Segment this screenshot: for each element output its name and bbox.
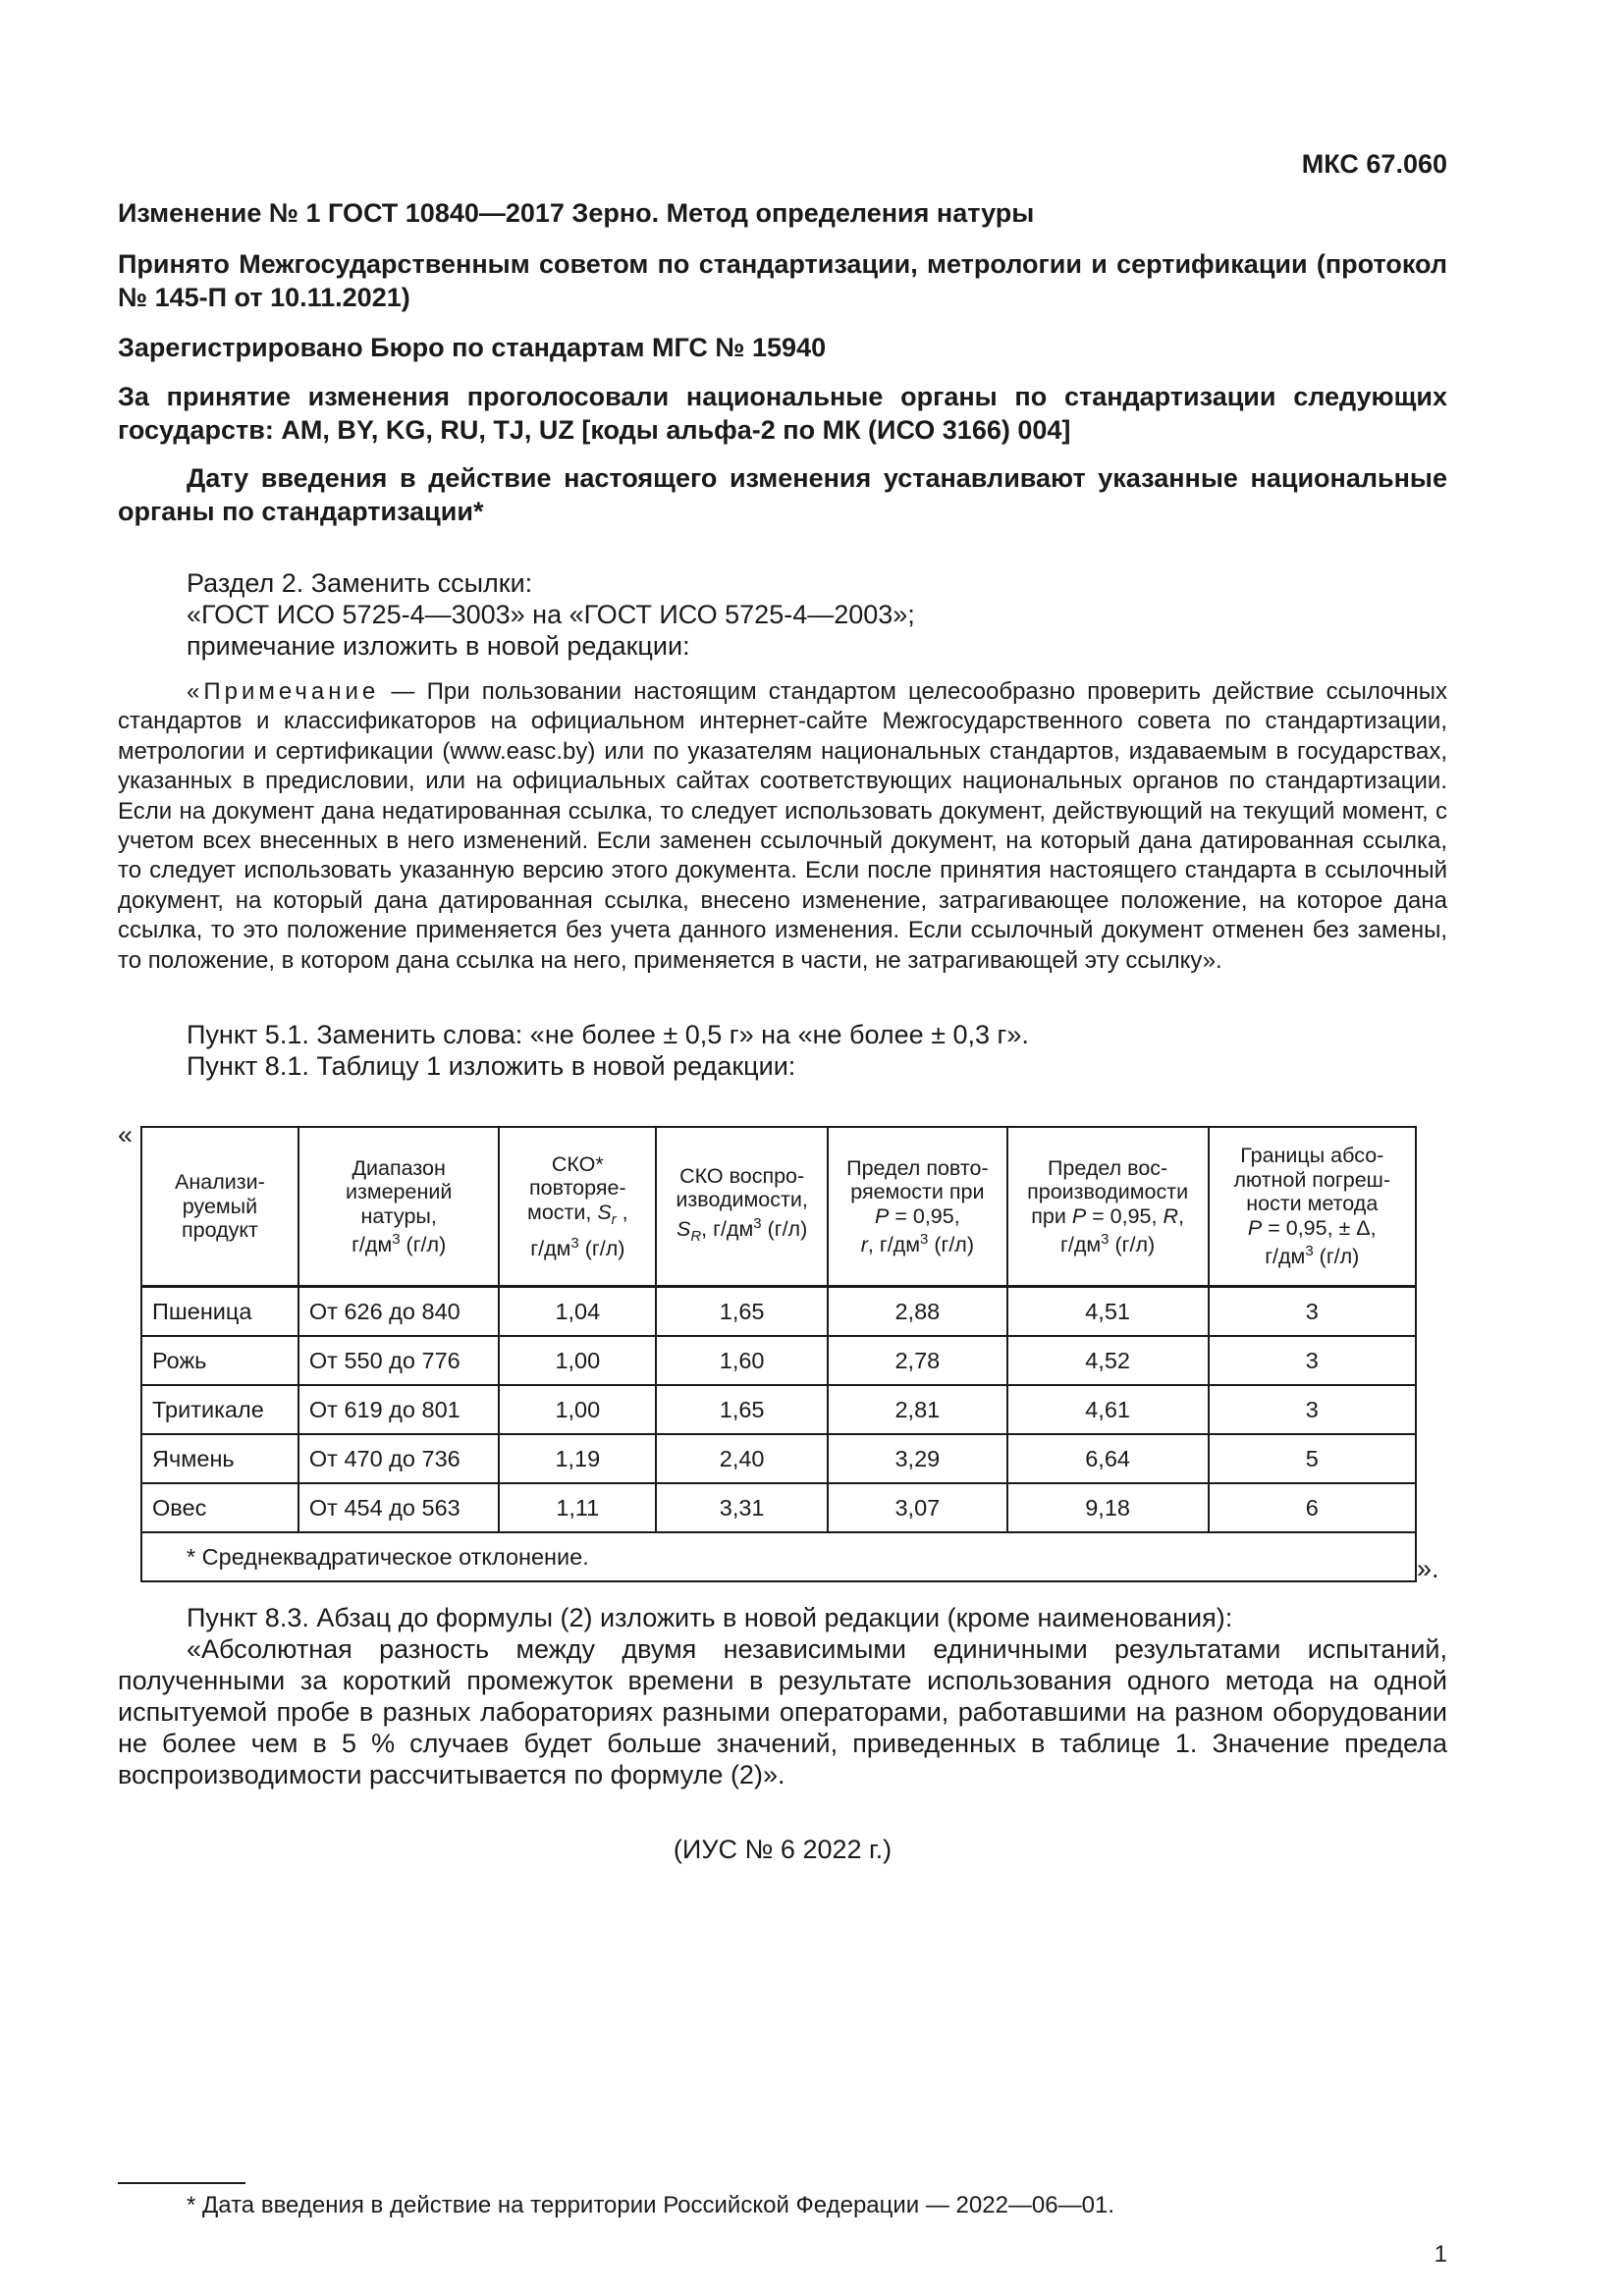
p83-text: «Абсолютная разность между двумя независимыми единичными результатами испытаний, полученными за короткий промежуток времени в результате использования одного метода на одной испытуемой пробе в разных лабораториях разными операторами, работавшими на разном оборудовании не более чем в 5 % случаев будет больше значений, приведенных в таблице 1. Значение предела воспроизводимости рассчитывается по формуле (2)». [118, 1634, 1447, 1789]
page-number: 1 [1434, 2241, 1447, 2268]
note-block [118, 677, 1447, 976]
cell-sr: 1,19 [499, 1434, 656, 1483]
page-footnote: * Дата введения в действие на территории Российской Федерации — 2022—06—01. [187, 2192, 1114, 2218]
p83-line1: Пункт 8.3. Абзац до формулы (2) изложить в новой редакции (кроме наименования): [187, 1603, 1233, 1632]
cell-sr: 1,11 [499, 1483, 656, 1532]
cell-range: От 470 до 736 [298, 1434, 500, 1483]
cell-sr: 1,00 [499, 1385, 656, 1434]
cell-range: От 454 до 563 [298, 1483, 500, 1532]
table-footnote: * Среднеквадратическое отклонение. [141, 1532, 1416, 1581]
cell-r: 2,81 [828, 1385, 1007, 1434]
header-R: Предел вос- производимости при P = 0,95, R, $г/дм^3$ (г/л) [1007, 1127, 1209, 1287]
table-header-row [141, 1127, 1416, 1287]
table-row [141, 1385, 1416, 1434]
cell-product: Тритикале [141, 1385, 298, 1434]
cell-R: 4,61 [1007, 1385, 1209, 1434]
footnote-divider [118, 2182, 245, 2184]
section2-line1: Раздел 2. Заменить ссылки: [187, 568, 533, 598]
header-product: Анализи- руемый продукт [141, 1127, 298, 1287]
cell-r: 2,88 [828, 1287, 1007, 1337]
table-row [141, 1287, 1416, 1337]
table-row [141, 1483, 1416, 1532]
cell-sR: 2,40 [656, 1434, 828, 1483]
cell-product: Рожь [141, 1336, 298, 1385]
table-open-quote: « [118, 1120, 134, 1149]
cell-r: 2,78 [828, 1336, 1007, 1385]
cell-sr: 1,04 [499, 1287, 656, 1337]
header-delta: Границы абсо- лютной погреш- ности метода P = 0,95, ± Δ, $г/дм^3$ (г/л) [1209, 1127, 1416, 1287]
cell-product: Пшеница [141, 1287, 298, 1337]
accepted-by: Принято Межгосударственным советом по стандартизации, метрологии и сертификации (протокол № 145-П от 10.11.2021) [118, 249, 1447, 312]
table-row [141, 1336, 1416, 1385]
cell-r: 3,07 [828, 1483, 1007, 1532]
cell-delta: 3 [1209, 1336, 1416, 1385]
table-close-quote: ». [1417, 1554, 1439, 1583]
cell-sR: 1,65 [656, 1385, 828, 1434]
note-label: «Примечание [187, 678, 380, 705]
cell-range: От 619 до 801 [298, 1385, 500, 1434]
table-row [141, 1434, 1416, 1483]
change-title: Изменение № 1 ГОСТ 10840—2017 Зерно. Метод определения натуры [118, 198, 1035, 228]
registered: Зарегистрировано Бюро по стандартам МГС № 15940 [118, 333, 827, 362]
cell-r: 3,29 [828, 1434, 1007, 1483]
header-range: Диапазон измерений натуры, $г/дм^3$ (г/л) [298, 1127, 500, 1287]
cell-delta: 3 [1209, 1385, 1416, 1434]
cell-range: От 626 до 840 [298, 1287, 500, 1337]
cell-product: Ячмень [141, 1434, 298, 1483]
cell-range: От 550 до 776 [298, 1336, 500, 1385]
p81: Пункт 8.1. Таблицу 1 изложить в новой редакции: [187, 1051, 796, 1081]
cell-delta: 3 [1209, 1287, 1416, 1337]
cell-R: 9,18 [1007, 1483, 1209, 1532]
mks-code: МКС 67.060 [1301, 149, 1447, 179]
section2-line3: примечание изложить в новой редакции: [187, 631, 690, 661]
cell-R: 6,64 [1007, 1434, 1209, 1483]
cell-R: 4,51 [1007, 1287, 1209, 1337]
cell-product: Овес [141, 1483, 298, 1532]
cell-R: 4,52 [1007, 1336, 1209, 1385]
p51: Пункт 5.1. Заменить слова: «не более ± 0,5 г» на «не более ± 0,3 г». [187, 1020, 1029, 1049]
date-note: Дату введения в действие настоящего изменения устанавливают указанные национальные органы по стандартизации* [118, 463, 1447, 526]
table-footnote-row [141, 1532, 1416, 1581]
table-1 [140, 1126, 1417, 1582]
voted-states: За принятие изменения проголосовали национальные органы по стандартизации следующих государств: AM, BY, KG, RU, TJ, UZ [коды альфа-2 по МК (ИСО 3166) 004] [118, 382, 1447, 445]
cell-sr: 1,00 [499, 1336, 656, 1385]
header-sr: СКО* повторяе- мости, $S_r$ , $г/дм^3$ (г/л) [499, 1127, 656, 1287]
cell-sR: 1,60 [656, 1336, 828, 1385]
header-sR: СКО воспро- изводимости, $S_R$, $г/дм^3$ (г/л) [656, 1127, 828, 1287]
section2-line2: «ГОСТ ИСО 5725-4—3003» на «ГОСТ ИСО 5725-4—2003»; [187, 600, 915, 629]
note-text: — При пользовании настоящим стандартом целесообразно проверить действие ссылочных стандартов и классификаторов на официальном интернет-сайте Межгосударственного совета по стандартизации, метрологии и сертификации (www.easc.by) или по указателям национальных стандартов, издаваемым в государствах, указанных в предисловии, или на официальных сайтах соответствующих национальных органов по стандартизации. Если на документ дана недатированная ссылка, то следует использовать документ, действующий на текущий момент, с учетом всех внесенных в него изменений. Если заменен ссылочный документ, на который дана датированная ссылка, то следует использовать указанную версию этого документа. Если после принятия настоящего стандарта в ссылочный документ, на который дана датированная ссылка, внесено изменение, затрагивающее положение, на которое дана ссылка, то это положение применяется без учета данного изменения. Если ссылочный документ отменен без замены, то положение, в котором дана ссылка на него, применяется в части, не затрагивающей эту ссылку». [118, 678, 1447, 974]
cell-delta: 5 [1209, 1434, 1416, 1483]
cell-delta: 6 [1209, 1483, 1416, 1532]
cell-sR: 1,65 [656, 1287, 828, 1337]
ius-reference: (ИУС № 6 2022 г.) [673, 1835, 893, 1864]
cell-sR: 3,31 [656, 1483, 828, 1532]
header-r: Предел повто- ряемости при P = 0,95, r, $г/дм^3$ (г/л) [828, 1127, 1007, 1287]
